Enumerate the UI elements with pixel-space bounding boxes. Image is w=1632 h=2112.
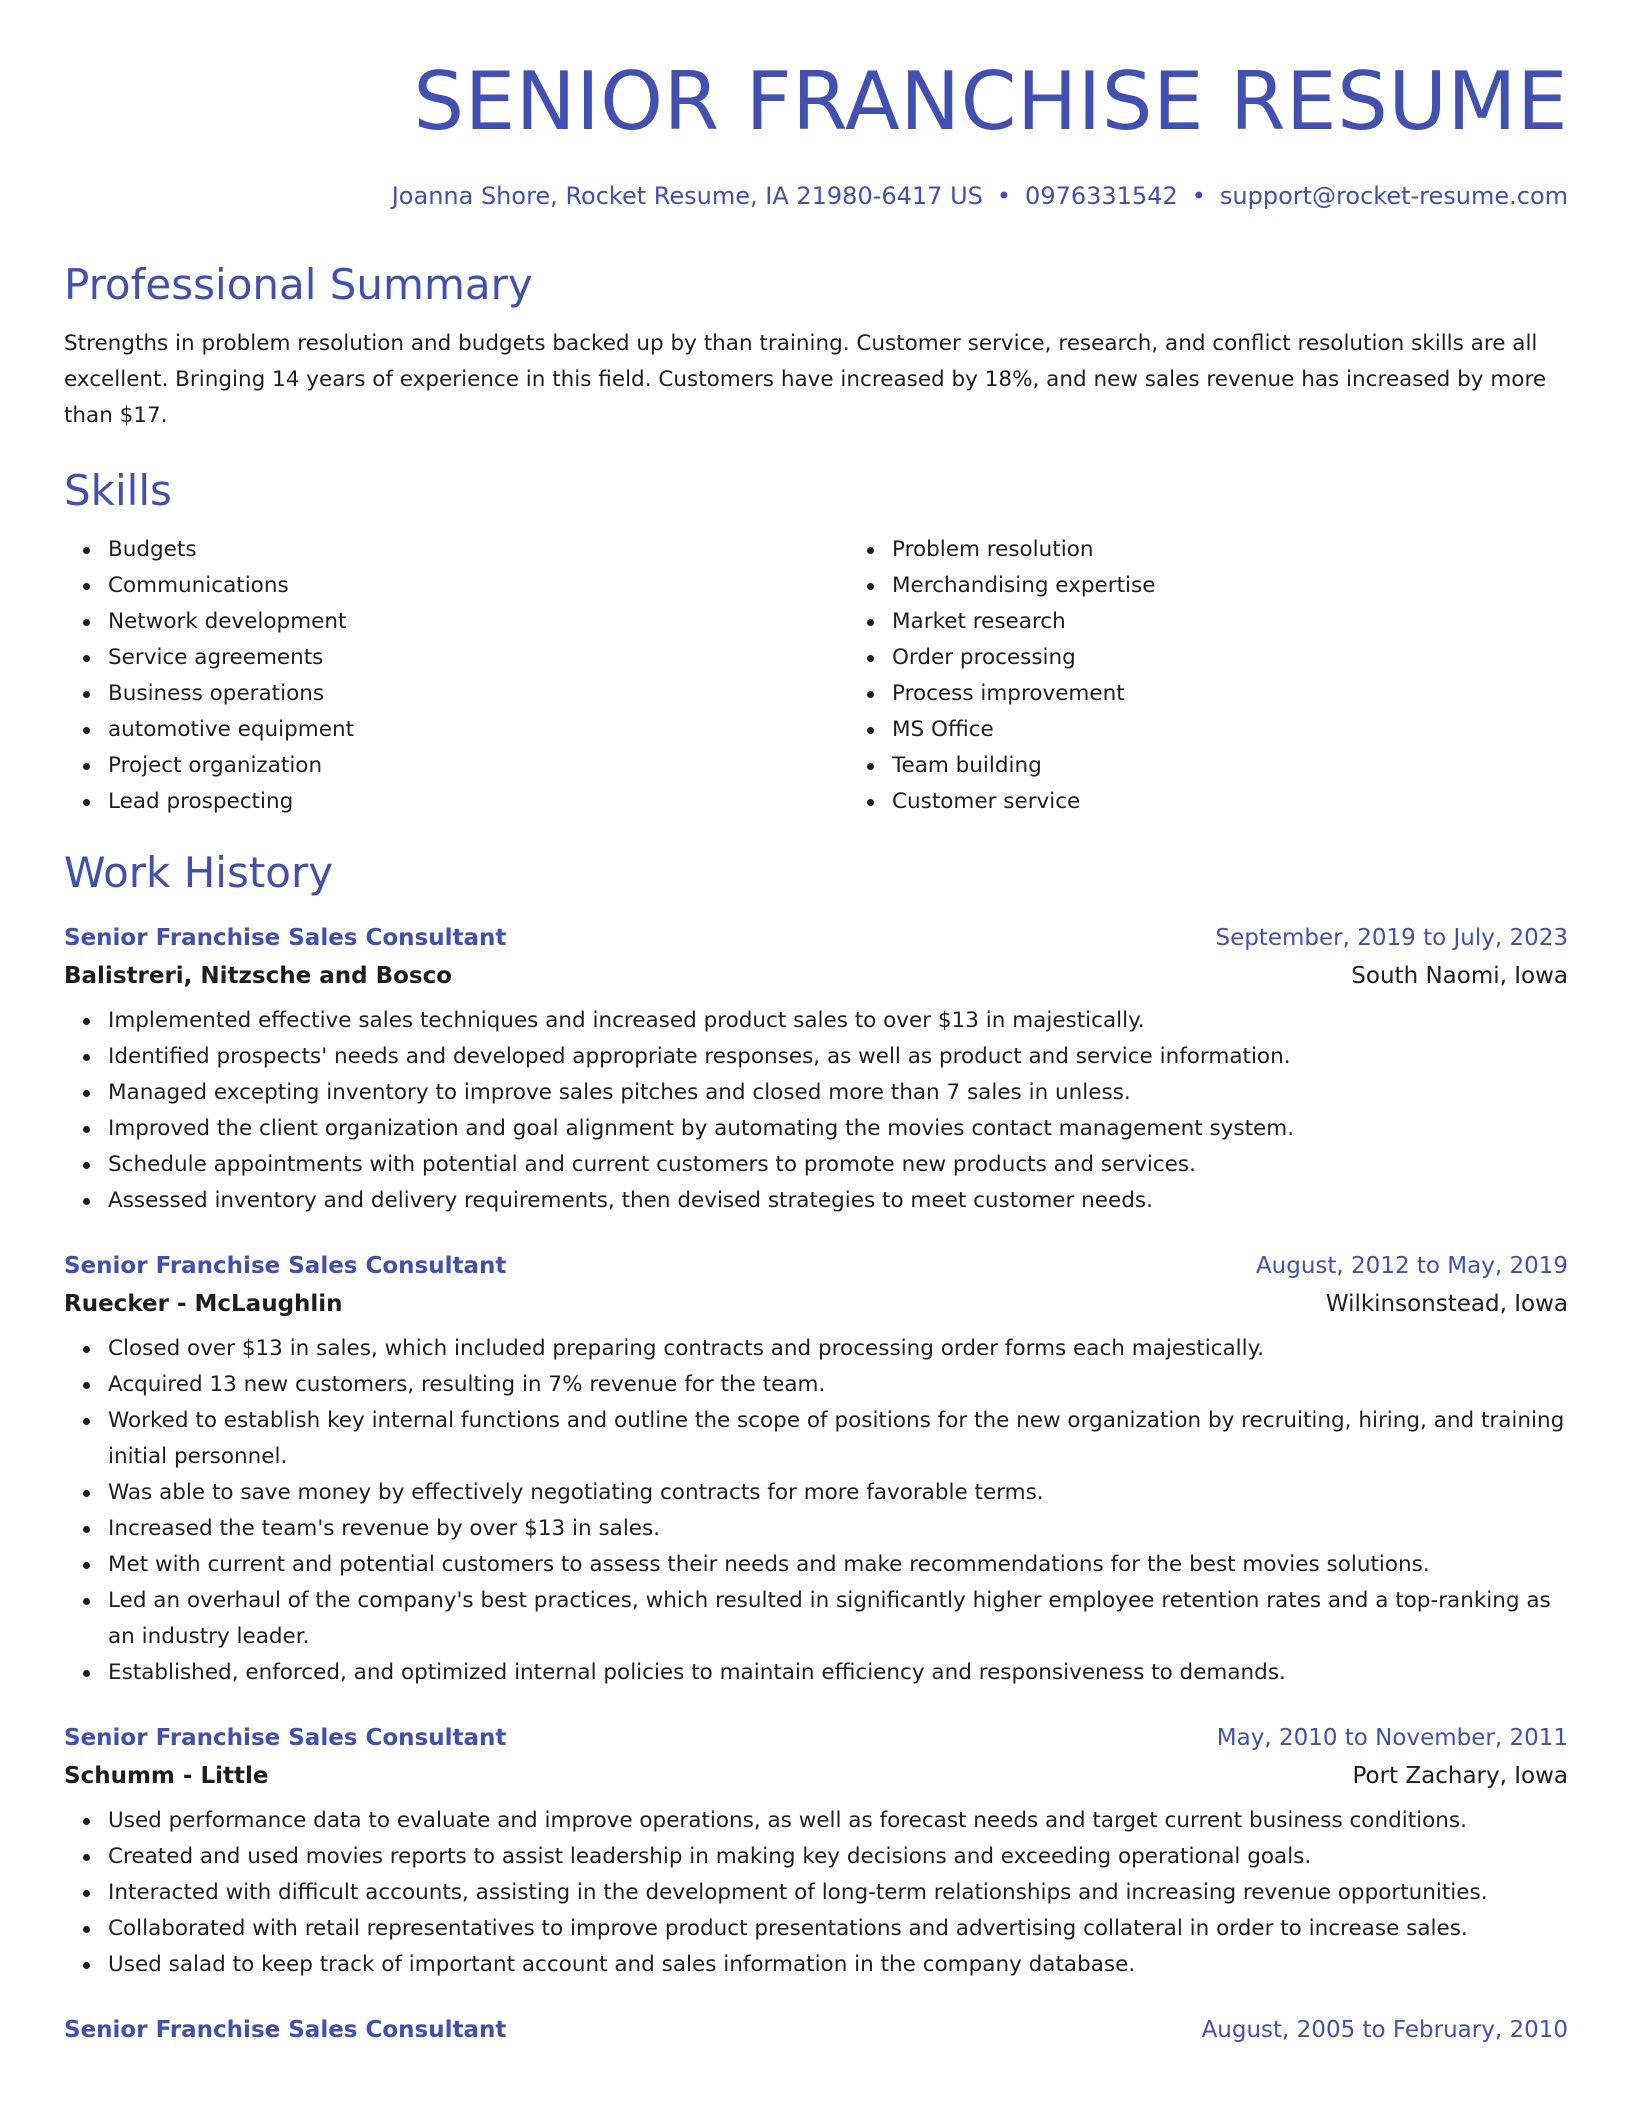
contact-line (64, 182, 1568, 210)
job-bullets (64, 1803, 1568, 1983)
job-dates: May, 2010 to November, 2011 (1216, 1724, 1568, 1751)
job-subheader (64, 1763, 1568, 1789)
work-history-list (64, 925, 1568, 2043)
job-header (64, 925, 1568, 951)
job-dates: August, 2005 to February, 2010 (1201, 2016, 1568, 2043)
skill-item: Merchandising expertise (892, 568, 1155, 604)
skill-item: Problem resolution (892, 532, 1155, 568)
contact-address: Joanna Shore, Rocket Resume, IA 21980-6417 US (391, 182, 983, 210)
job-bullet: Implemented effective sales techniques and increased product sales to over $13 in majestically. (108, 1003, 1568, 1039)
job-company: Ruecker - McLaughlin (64, 1290, 343, 1317)
skills-column-right (848, 532, 1155, 820)
skills-column-left (64, 532, 848, 820)
job-bullet: Closed over $13 in sales, which included preparing contracts and processing order forms each majestically. (108, 1331, 1568, 1367)
job-company: Schumm - Little (64, 1762, 269, 1789)
job-bullet: Worked to establish key internal functions and outline the scope of positions for the new organization by recruiting, hiring, and training initial personnel. (108, 1403, 1568, 1475)
skill-item: MS Office (892, 712, 1155, 748)
job-location: Port Zachary, Iowa (1352, 1762, 1568, 1789)
job-entry (64, 1253, 1568, 1691)
contact-separator: • (996, 182, 1012, 210)
job-title: Senior Franchise Sales Consultant (64, 1724, 507, 1751)
skill-item: Lead prospecting (108, 784, 848, 820)
job-location: South Naomi, Iowa (1351, 962, 1568, 989)
job-bullet: Managed excepting inventory to improve sales pitches and closed more than 7 sales in unless. (108, 1075, 1568, 1111)
summary-heading: Professional Summary (64, 260, 533, 309)
job-bullet: Interacted with difficult accounts, assisting in the development of long-term relationships and increasing revenue opportunities. (108, 1875, 1568, 1911)
job-header (64, 2017, 1568, 2043)
skill-item: Budgets (108, 532, 848, 568)
skills-heading: Skills (64, 466, 172, 516)
skill-item: Order processing (892, 640, 1155, 676)
skill-item: automotive equipment (108, 712, 848, 748)
job-bullet: Led an overhaul of the company's best practices, which resulted in significantly higher employee retention rates and a top-ranking as an industry leader. (108, 1583, 1568, 1655)
job-bullets (64, 1331, 1568, 1691)
skills-list (64, 532, 1568, 820)
job-bullet: Identified prospects' needs and developed appropriate responses, as well as product and service information. (108, 1039, 1568, 1075)
job-entry (64, 1725, 1568, 1983)
job-location: Wilkinsonstead, Iowa (1325, 1290, 1568, 1317)
job-bullet: Used salad to keep track of important account and sales information in the company database. (108, 1947, 1568, 1983)
job-header (64, 1725, 1568, 1751)
contact-separator: • (1191, 182, 1206, 210)
job-bullet: Acquired 13 new customers, resulting in 7% revenue for the team. (108, 1367, 1568, 1403)
job-bullet: Schedule appointments with potential and current customers to promote new products and services. (108, 1147, 1568, 1183)
job-bullet: Used performance data to evaluate and improve operations, as well as forecast needs and target current business conditions. (108, 1803, 1568, 1839)
job-bullet: Increased the team's revenue by over $13 in sales. (108, 1511, 1568, 1547)
job-entry (64, 925, 1568, 1219)
job-bullet: Established, enforced, and optimized internal policies to maintain efficiency and responsiveness to demands. (108, 1655, 1568, 1691)
job-title: Senior Franchise Sales Consultant (64, 1252, 507, 1279)
job-title: Senior Franchise Sales Consultant (64, 924, 507, 951)
skill-item: Business operations (108, 676, 848, 712)
job-subheader (64, 963, 1568, 989)
job-title: Senior Franchise Sales Consultant (64, 2016, 507, 2043)
skill-item: Network development (108, 604, 848, 640)
skill-item: Team building (892, 748, 1155, 784)
skill-item: Process improvement (892, 676, 1155, 712)
job-bullet: Created and used movies reports to assist leadership in making key decisions and exceeding operational goals. (108, 1839, 1568, 1875)
job-bullet: Was able to save money by effectively negotiating contracts for more favorable terms. (108, 1475, 1568, 1511)
job-subheader (64, 1291, 1568, 1317)
job-dates: August, 2012 to May, 2019 (1255, 1252, 1568, 1279)
skill-item: Project organization (108, 748, 848, 784)
work-history-heading: Work History (64, 848, 334, 898)
summary-text: Strengths in problem resolution and budgets backed up by than training. Customer service, research, and conflict resolution skills are all excellent. Bringing 14 years of experience in this field. Customers have increased by 18%, and new sales revenue has increased by more than $17. (64, 331, 1547, 429)
contact-phone: 0976331542 (1025, 182, 1178, 210)
job-entry (64, 2017, 1568, 2043)
job-bullet: Collaborated with retail representatives to improve product presentations and advertising collateral in order to increase sales. (108, 1911, 1568, 1947)
contact-email: support@rocket-resume.com (1219, 182, 1568, 210)
job-company: Balistreri, Nitzsche and Bosco (64, 962, 453, 989)
job-bullet: Improved the client organization and goal alignment by automating the movies contact management system. (108, 1111, 1568, 1147)
job-bullets (64, 1003, 1568, 1219)
job-bullet: Met with current and potential customers to assess their needs and make recommendations for the best movies solutions. (108, 1547, 1568, 1583)
job-bullet: Assessed inventory and delivery requirements, then devised strategies to meet customer needs. (108, 1183, 1568, 1219)
skill-item: Market research (892, 604, 1155, 640)
resume-title: SENIOR FRANCHISE RESUME (413, 55, 1568, 148)
skill-item: Communications (108, 568, 848, 604)
job-dates: September, 2019 to July, 2023 (1215, 924, 1568, 951)
resume-page (64, 0, 1568, 2112)
skill-item: Service agreements (108, 640, 848, 676)
skill-item: Customer service (892, 784, 1155, 820)
job-header (64, 1253, 1568, 1279)
